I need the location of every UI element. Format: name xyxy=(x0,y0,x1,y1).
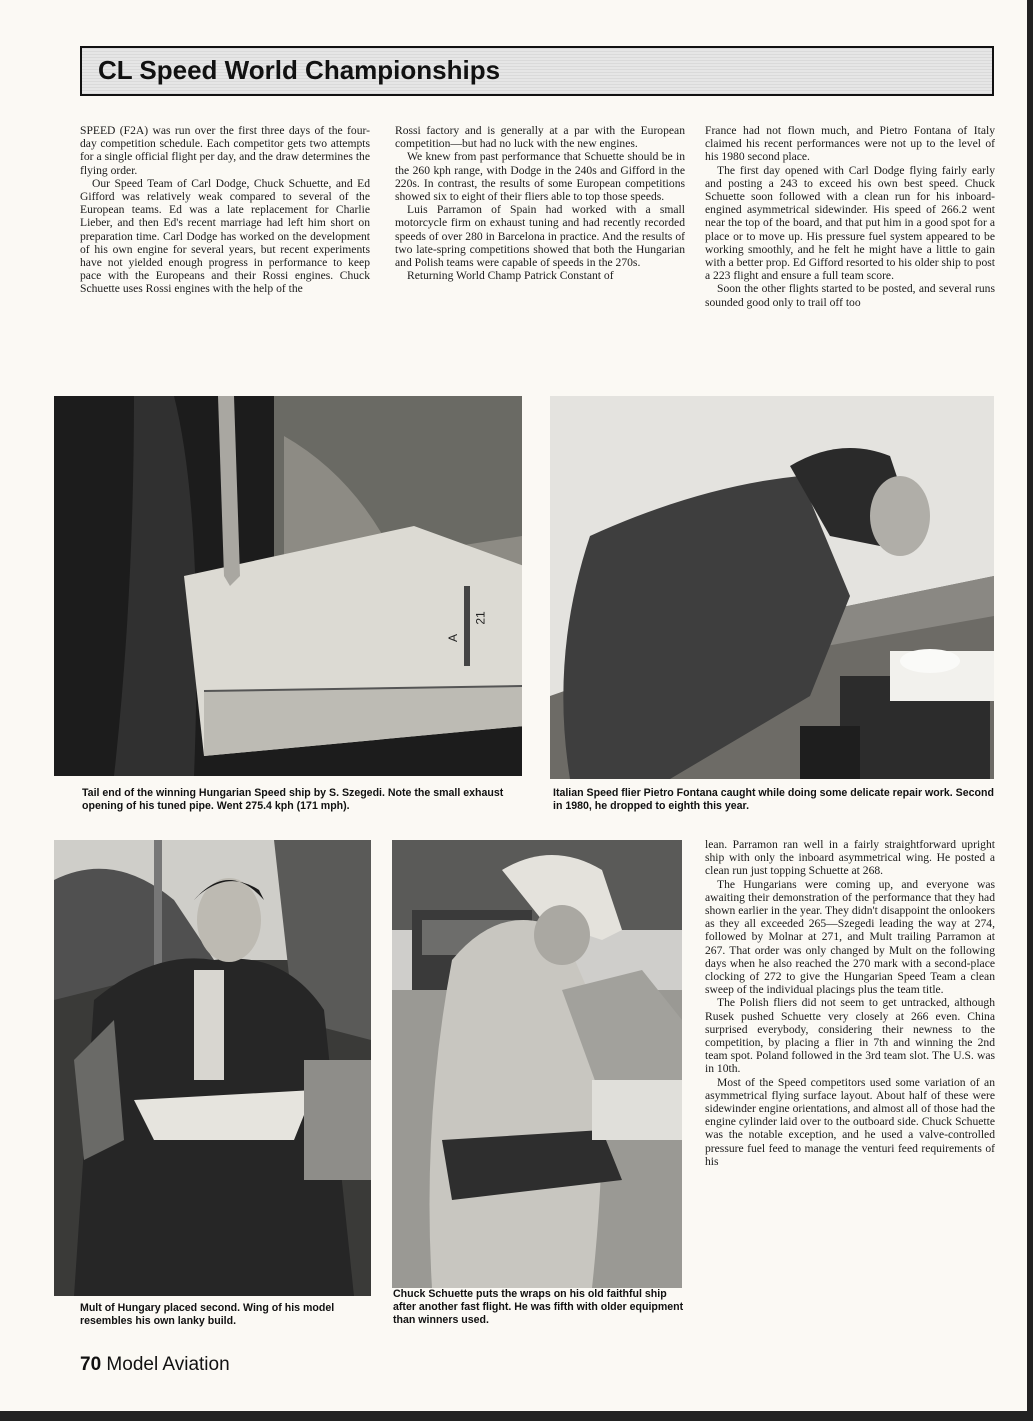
caption-schuette: Chuck Schuette puts the wraps on his old faithful ship after another fast flight. He was fifth with older equipment than winners used. xyxy=(393,1288,684,1326)
paragraph: The first day opened with Carl Dodge flying fairly early and posting a 243 to exceed his own best speed. Chuck Schuette soon followed with a clean run for his inboard-engined asymmetrical sidewinder. His speed of 266.2 went near the top of the board, and that put him in a good spot for a place or to move up. His pressure fuel system appeared to be working smoothly, and he felt he might have a little to gain with a better prop. Ed Gifford resorted to his older ship to post a 223 flight and ensure a full team score. xyxy=(705,163,995,283)
tail-marking-a: A xyxy=(446,633,461,643)
title-banner xyxy=(80,46,994,96)
caption-mult: Mult of Hungary placed second. Wing of his model resembles his own lanky build. xyxy=(80,1302,335,1327)
photo-schuette-wraps xyxy=(392,840,682,1288)
text-column-3 xyxy=(705,124,995,309)
paragraph: Soon the other flights started to be posted, and several runs sounded good only to trail off too xyxy=(705,282,995,309)
paragraph: Rossi factory and is generally at a par with the European competition—but had no luck with the new engines. xyxy=(395,124,685,151)
paragraph: Most of the Speed competitors used some variation of an asymmetrical flying surface layout. About half of these were sidewinder engine orientations, and almost all of those had the engine cylinder laid over to the outboard side. Chuck Schuette was the notable exception, and he used a valve-controlled pressure fuel feed to manage the venturi feed requirements of his xyxy=(705,1075,995,1168)
photo-mult-hungary xyxy=(54,840,371,1296)
page-number: 70 xyxy=(80,1354,102,1375)
paragraph: Luis Parramon of Spain had worked with a small motorcycle firm on exhaust tuning and had recently recorded speeds of over 280 in Barcelona in practice. And the results of two late-spring competitions showed that both the Hungarian and Polish teams were capable of speeds in the 270s. xyxy=(395,203,685,270)
page-footer xyxy=(80,1354,230,1376)
photo-fontana-repair xyxy=(550,396,994,779)
paragraph: We knew from past performance that Schuette should be in the 260 kph range, with Dodge in the 240s and Gifford in the 220s. In contrast, the results of some European competitions showed six to eight of their fliers able to top those speeds. xyxy=(395,150,685,204)
paragraph: Our Speed Team of Carl Dodge, Chuck Schuette, and Ed Gifford was relatively weak compared to several of the European teams. Ed was a late replacement for Charlie Lieber, and then Ed's recent marriage had left him short on preparation time. Carl Dodge has worked on the development of his own engine for several years, but recent experiments have not yielded enough progress in performance to keep pace with the Europeans and their Rossi engines. Chuck Schuette uses Rossi engines with the help of the xyxy=(80,176,370,296)
paragraph: France had not flown much, and Pietro Fontana of Italy claimed his recent performances were not up to the level of his 1980 second place. xyxy=(705,124,995,164)
photo-tail-speed-ship xyxy=(54,396,522,776)
page-title: CL Speed World Championships xyxy=(98,55,501,85)
caption-fontana: Italian Speed flier Pietro Fontana caught while doing some delicate repair work. Second in 1980, he dropped to eighth this year. xyxy=(553,787,994,812)
magazine-name: Model Aviation xyxy=(106,1354,230,1375)
paragraph: The Polish fliers did not seem to get untracked, although Rusek pushed Schuette very closely at 266 even. China surprised everybody, considering their newness to the competition, by placing a flier in 7th and winning the 2nd team spot. Poland followed in the 3rd team slot. The U.S. was in 10th. xyxy=(705,996,995,1076)
tail-marking-21: 21 xyxy=(473,611,488,625)
paragraph: The Hungarians were coming up, and everyone was awaiting their demonstration of the performance that they had shown earlier in the year. They didn't disappoint the onlookers as they all exceeded 265—Szegedi leading the way at 274, followed by Molnar at 271, and Mult trailing Parramon at 267. That order was only changed by Mult on the following days when he also reached the 270 mark with a second-place clocking of 272 to give the Hungarian Speed Team a clean sweep of the individual placings plus the team title. xyxy=(705,877,995,997)
text-column-1 xyxy=(80,124,370,296)
text-column-4 xyxy=(705,838,995,1168)
paragraph: lean. Parramon ran well in a fairly straightforward upright ship with only the inboard asymmetrical wing. He posted a clean run just topping Schuette at 268. xyxy=(705,838,995,878)
caption-tail: Tail end of the winning Hungarian Speed ship by S. Szegedi. Note the small exhaust opening of his tuned pipe. Went 275.4 kph (171 mph). xyxy=(82,787,504,812)
paragraph: Returning World Champ Patrick Constant of xyxy=(407,269,614,283)
paragraph: SPEED (F2A) was run over the first three days of the four-day competition schedule. Each competitor gets two attempts for a single official flight per day, and the draw determines the flying order. xyxy=(80,124,370,177)
text-column-2 xyxy=(395,124,685,282)
